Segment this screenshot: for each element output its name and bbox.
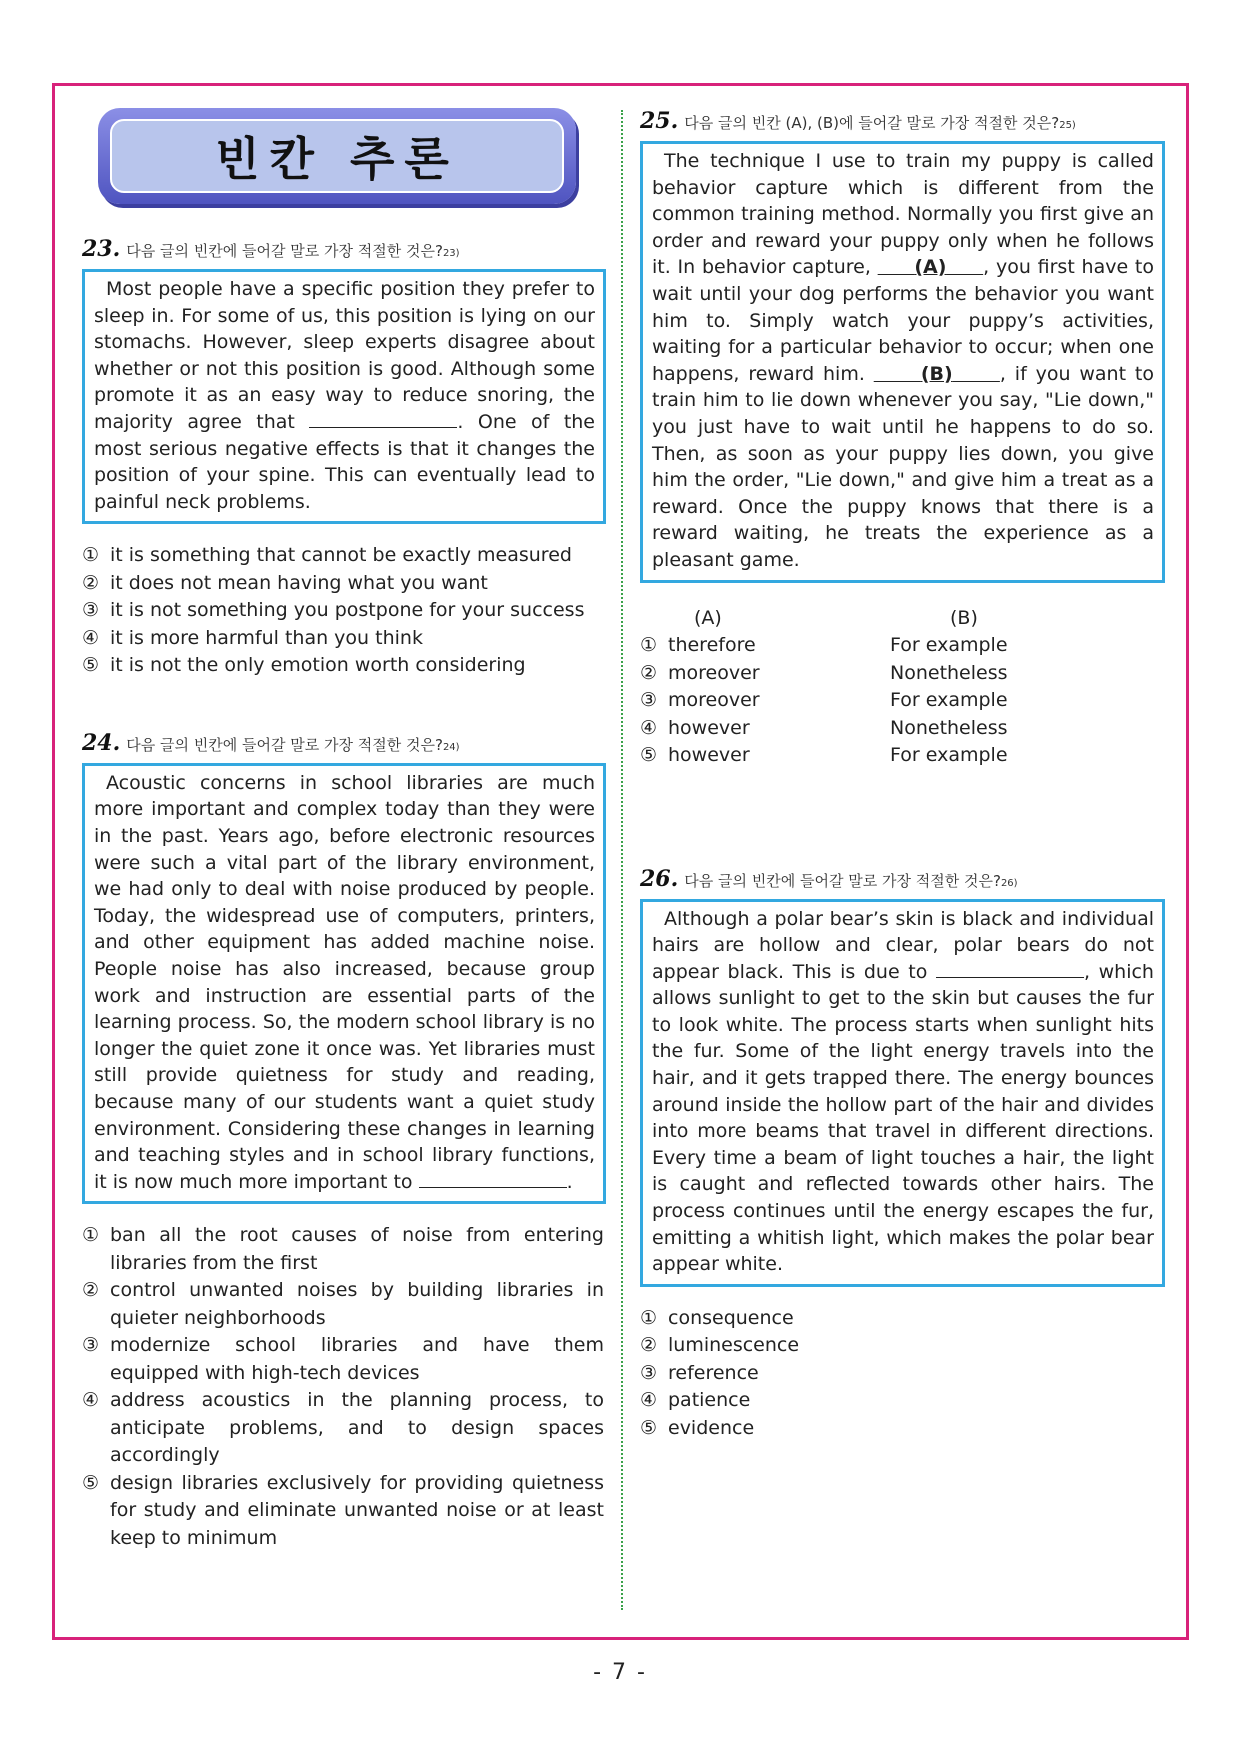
question-25 [640,108,1165,770]
options-header: (A) (B) [694,606,978,629]
option-3[interactable]: ③ moreover For example [640,689,1008,711]
answer-options [640,1305,1165,1443]
option-3[interactable]: ③ modernize school libraries and have them equipped with high-tech devices [82,1334,604,1384]
blank-a: (A) [914,256,947,279]
column-divider [621,110,623,1610]
option-1[interactable]: ① it is something that cannot be exactly measured [82,544,572,567]
option-1[interactable]: ① consequence [640,1306,794,1329]
question-number: 26. [640,865,679,892]
answer-blank [419,1169,567,1188]
answer-options [640,605,1165,770]
option-3[interactable]: ③ reference [640,1361,759,1384]
footnote-ref: 25) [1059,120,1076,131]
question-prompt: 다음 글의 빈칸 (A), (B)에 들어갈 말로 가장 적절한 것은? [684,114,1060,132]
question-header [640,108,1165,134]
option-1[interactable]: ① ban all the root causes of noise from entering libraries from the first [82,1224,604,1274]
option-1[interactable]: ① therefore For example [640,634,1008,656]
footnote-ref: 24) [442,741,460,753]
answer-options [82,1222,606,1552]
option-5[interactable]: ⑤ however For example [640,744,1008,766]
answer-blank [309,409,457,428]
footnote-ref: 26) [1000,877,1018,889]
option-4[interactable]: ④ patience [640,1389,751,1412]
question-23 [82,236,606,680]
passage-box: Acoustic concerns in school libraries are much more important and complex today than they were in the past. Years ago, before electronic resources were such a vital part of the library environment, we had only to deal with noise produced by people. Today, the widespread use of computers, printers, and other equipment has added machine noise. People noise has also increased, because group work and instruction are essential parts of the learning process. So, the modern school library is no longer the quiet zone it once was. Yet libraries must still provide quietness for study and reading, because many of our students want a quiet study environment. Considering these changes in learning and teaching styles and in school library functions, it is now much more important to . [82,763,606,1205]
page-number: - 7 - [593,1660,647,1685]
option-4[interactable]: ④ it is more harmful than you think [82,626,423,649]
option-2[interactable]: ② it does not mean having what you want [82,571,488,594]
option-2[interactable]: ② control unwanted noises by building libraries in quieter neighborhoods [82,1279,604,1329]
footnote-ref: 23) [442,248,460,259]
option-4[interactable]: ④ however Nonetheless [640,716,1008,739]
option-5[interactable]: ⑤ evidence [640,1416,755,1439]
left-column [82,108,606,1552]
section-title: 빈칸 추론 [215,132,459,186]
passage-box: Most people have a specific position they prefer to sleep in. For some of us, this position is lying on our stomachs. However, sleep experts disagree about whether or not this position is good. Although some promote it as an easy way to reduce snoring, the majority agree that . One of the most serious negative effects is that it changes the position of your spine. This can eventually lead to painful neck problems. [82,269,606,524]
option-3[interactable]: ③ it is not something you postpone for your success [82,599,585,622]
question-24 [82,730,606,1553]
question-26 [640,866,1165,1443]
question-header [640,866,1165,892]
question-prompt: 다음 글의 빈칸에 들어갈 말로 가장 적절한 것은? [126,735,443,754]
question-header [82,730,606,756]
question-header [82,236,606,262]
answer-blank [936,959,1084,978]
blank-b: (B) [920,362,953,385]
option-2[interactable]: ② moreover Nonetheless [640,661,1008,684]
passage-box: The technique I use to train my puppy is called behavior capture which is different from the common training method. Normally you first give an order and reward your puppy only when he follows it. In behavior capture, (A) , you first have to wait until your dog performs the behavior you want him to. Simply watch your puppy’s activities, waiting for a particular behavior to occur; when one happens, reward him. (B) , if you want to train him to lie down whenever you say, "Lie down," you just have to wait until he happens to do so. Then, as soon as your puppy lies down, you give him the order, "Lie down," and give him a treat as a reward. Once the puppy knows that there is a reward waiting, he treats the experience as a pleasant game. [640,141,1165,583]
answer-options [82,542,606,680]
section-title-banner [98,108,576,204]
question-prompt: 다음 글의 빈칸에 들어갈 말로 가장 적절한 것은? [126,242,443,260]
option-4[interactable]: ④ address acoustics in the planning process, to anticipate problems, and to design spaces accordingly [82,1389,604,1467]
question-number: 24. [82,729,121,756]
right-column [640,108,1165,1442]
question-prompt: 다음 글의 빈칸에 들어갈 말로 가장 적절한 것은? [684,871,1001,890]
question-number: 25. [640,108,679,134]
option-5[interactable]: ⑤ it is not the only emotion worth considering [82,654,526,677]
question-number: 23. [82,236,121,262]
option-5[interactable]: ⑤ design libraries exclusively for providing quietness for study and eliminate unwanted noise or at least keep to minimum [82,1471,604,1549]
option-2[interactable]: ② luminescence [640,1334,800,1357]
passage-box: Although a polar bear’s skin is black and individual hairs are hollow and clear, polar bears do not appear black. This is due to , which allows sunlight to get to the skin but causes the fur to look white. The process starts when sunlight hits the fur. Some of the light energy travels into the hair, and it gets trapped there. The energy bounces around inside the hollow part of the hair and divides into more beams that travel in different directions. Every time a beam of light touches a hair, the light is caught and reflected towards other hairs. The process continues until the energy escapes the fur, emitting a whitish light, which makes the polar bear appear white. [640,899,1165,1287]
